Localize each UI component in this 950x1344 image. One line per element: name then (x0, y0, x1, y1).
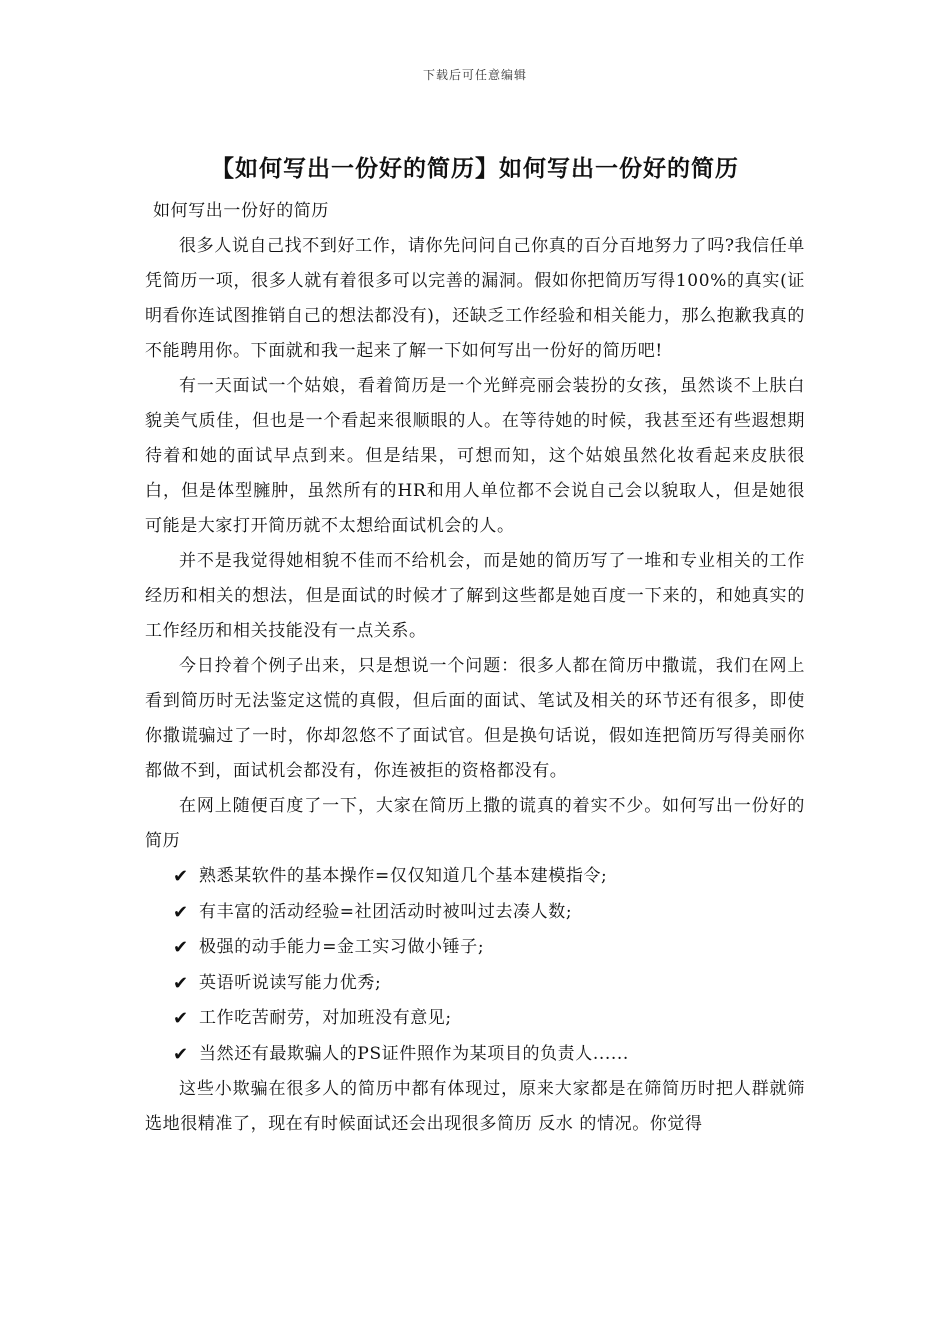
paragraph-5: 在网上随便百度了一下，大家在简历上撒的谎真的着实不少。如何写出一份好的简历 (145, 796, 805, 851)
checkmark-icon: ✔ (173, 972, 189, 994)
list-item-text: 极强的动手能力=金工实习做小锤子; (199, 937, 485, 957)
list-item (145, 1001, 805, 1037)
list-item (145, 895, 805, 931)
list-item-text: 熟悉某软件的基本操作=仅仅知道几个基本建模指令; (199, 866, 608, 886)
checkmark-icon: ✔ (173, 1008, 189, 1030)
paragraph-closing: 这些小欺骗在很多人的简历中都有体现过，原来大家都是在筛简历时把人群就筛选地很精准了，现在有时候面试还会出现很多简历 反水 的情况。你觉得 (145, 1079, 805, 1134)
document-title: 【如何写出一份好的简历】如何写出一份好的简历 (211, 155, 739, 182)
document-subtitle: 如何写出一份好的简历 (153, 201, 329, 221)
list-item-text: 英语听说读写能力优秀; (199, 972, 382, 993)
document-body (145, 194, 805, 1142)
list-item-text: 当然还有最欺骗人的PS证件照作为某项目的负责人...... (199, 1043, 629, 1064)
checkmark-icon: ✔ (173, 1043, 189, 1065)
checkmark-icon: ✔ (173, 866, 189, 888)
checklist (145, 859, 805, 1072)
paragraph-1: 很多人说自己找不到好工作，请你先问问自己你真的百分百地努力了吗?我信任单凭简历一项，很多人就有着很多可以完善的漏洞。假如你把简历写得100%的真实(证明看你连试图推销自己的想法都没有)，还缺乏工作经验和相关能力，那么抱歉我真的不能聘用你。下面就和我一起来了解一下如何写出一份好的简历吧! (145, 236, 805, 361)
list-item (145, 859, 805, 895)
header-note: 下载后可任意编辑 (422, 68, 527, 82)
checkmark-icon: ✔ (173, 901, 189, 923)
list-item-text: 有丰富的活动经验=社团活动时被叫过去凑人数; (199, 901, 573, 922)
paragraph-3: 并不是我觉得她相貌不佳而不给机会，而是她的简历写了一堆和专业相关的工作经历和相关的想法，但是面试的时候才了解到这些都是她百度一下来的，和她真实的工作经历和相关技能没有一点关系。 (145, 551, 805, 641)
paragraph-4: 今日拎着个例子出来，只是想说一个问题：很多人都在简历中撒谎，我们在网上看到简历时无法鉴定这慌的真假，但后面的面试、笔试及相关的环节还有很多，即使你撒谎骗过了一时，你却忽悠不了面试官。但是换句话说，假如连把简历写得美丽你都做不到，面试机会都没有，你连被拒的资格都没有。 (145, 656, 805, 781)
list-item-text: 工作吃苦耐劳，对加班没有意见; (199, 1008, 452, 1028)
list-item (145, 1037, 805, 1073)
paragraph-2: 有一天面试一个姑娘，看着简历是一个光鲜亮丽会装扮的女孩，虽然谈不上肤白貌美气质佳，但也是一个看起来很顺眼的人。在等待她的时候，我甚至还有些遐想期待着和她的面试早点到来。但是结果，可想而知，这个姑娘虽然化妆看起来皮肤很白，但是体型臃肿，虽然所有的HR和用人单位都不会说自己会以貌取人，但是她很可能是大家打开简历就不太想给面试机会的人。 (145, 376, 805, 536)
list-item (145, 930, 805, 966)
checkmark-icon: ✔ (173, 937, 189, 959)
list-item (145, 966, 805, 1002)
